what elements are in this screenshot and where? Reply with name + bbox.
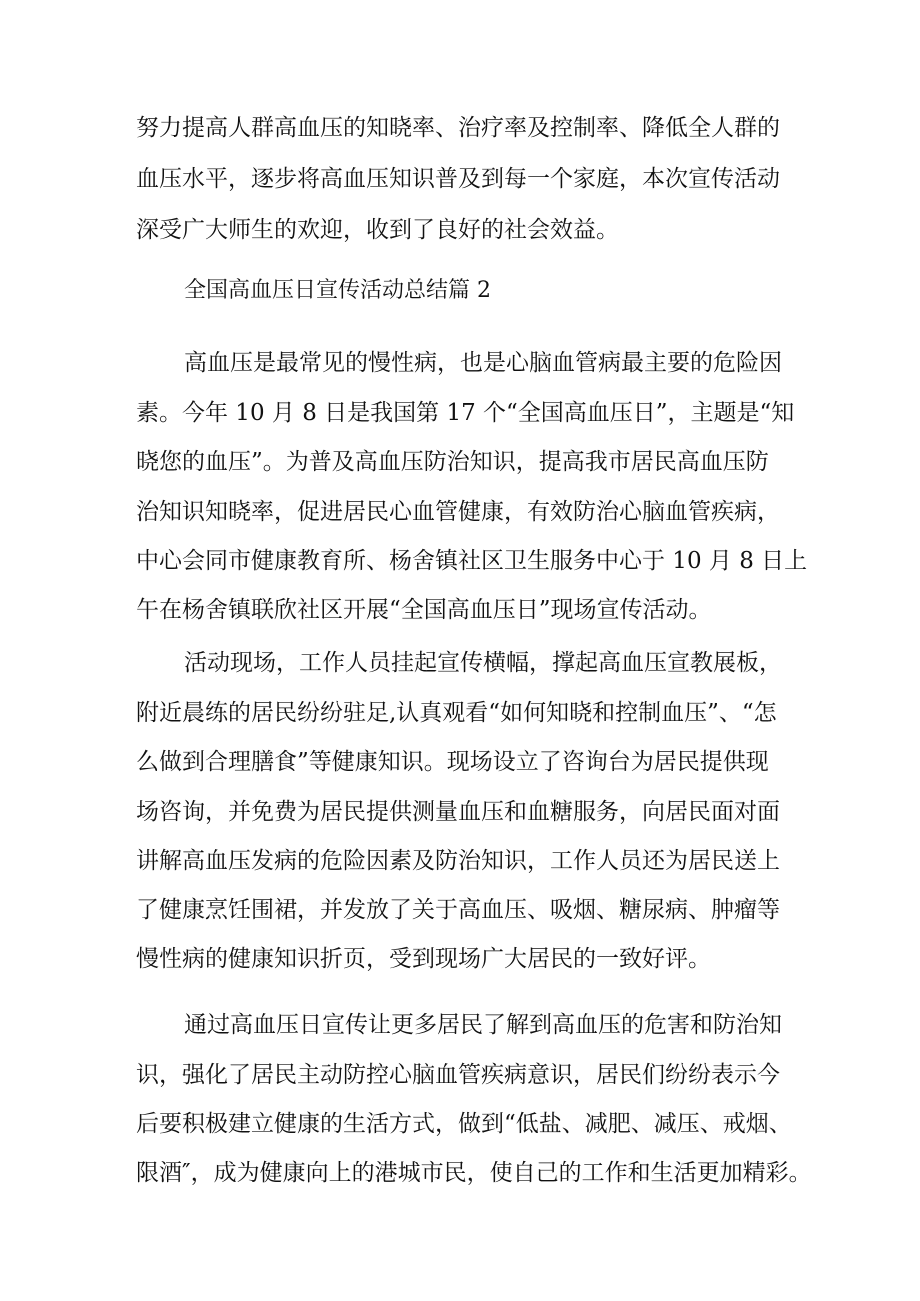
paragraph-1-line-1: 努力提高人群高血压的知晓率、治疗率及控制率、降低全人群的: [136, 115, 780, 141]
paragraph-1-line-2: 血压水平，逐步将高血压知识普及到每一个家庭，本次宣传活动: [136, 166, 780, 192]
paragraph-4-line-4: 限酒″，成为健康向上的港城市民，使自己的工作和生活更加精彩。: [136, 1160, 812, 1186]
paragraph-2-line-5: 中心会同市健康教育所、杨舍镇社区卫生服务中心于 10 月 8 日上: [136, 548, 808, 574]
paragraph-2-line-4: 治知识知晓率，促进居民心血管健康，有效防治心脑血管疾病，: [136, 499, 780, 525]
paragraph-3-line-5: 讲解高血压发病的危险因素及防治知识，工作人员还为居民送上: [136, 848, 780, 874]
paragraph-1-line-3: 深受广大师生的欢迎，收到了良好的社会效益。: [136, 217, 619, 243]
paragraph-2-line-3: 晓您的血压”。为普及高血压防治知识，提高我市居民高血压防: [136, 449, 769, 475]
paragraph-3-line-2: 附近晨练的居民纷纷驻足,认真观看“如何知晓和控制血压”、“怎: [136, 700, 777, 726]
paragraph-4-line-2: 识，强化了居民主动防控心脑血管疾病意识，居民们纷纷表示今: [136, 1062, 780, 1088]
paragraph-2-line-6: 午在杨舍镇联欣社区开展“全国高血压日”现场宣传活动。: [136, 597, 712, 623]
paragraph-2-line-1: 高血压是最常见的慢性病，也是心脑血管病最主要的危险因: [184, 350, 782, 376]
paragraph-3-line-1: 活动现场，工作人员挂起宣传横幅，撑起高血压宣教展板，: [184, 650, 782, 676]
paragraph-3-line-4: 场咨询，并免费为居民提供测量血压和血糖服务，向居民面对面: [136, 799, 780, 825]
section-heading: 全国高血压日宣传活动总结篇 2: [184, 278, 491, 303]
paragraph-2-line-2: 素。今年 10 月 8 日是我国第 17 个“全国高血压日”，主题是“知: [136, 400, 795, 426]
paragraph-3-line-3: 么做到合理膳食”等健康知识。现场设立了咨询台为居民提供现: [136, 749, 769, 775]
paragraph-4-line-3: 后要积极建立健康的生活方式，做到“低盐、减肥、减压、戒烟、: [136, 1111, 792, 1137]
paragraph-3-line-6: 了健康烹饪围裙，并发放了关于高血压、吸烟、糖尿病、肿瘤等: [136, 897, 780, 923]
paragraph-4-line-1: 通过高血压日宣传让更多居民了解到高血压的危害和防治知: [184, 1012, 782, 1038]
paragraph-3-line-7: 慢性病的健康知识折页，受到现场广大居民的一致好评。: [136, 946, 711, 972]
